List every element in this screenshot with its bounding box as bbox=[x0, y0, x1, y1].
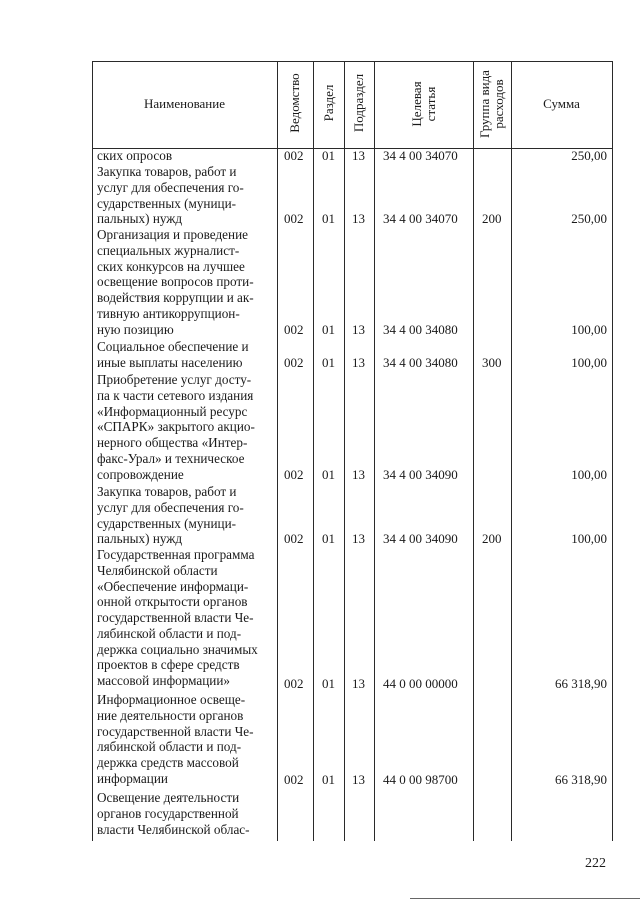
cell-target: 34 4 00 34090 bbox=[383, 467, 458, 482]
cell-sum: 250,00 bbox=[571, 148, 607, 163]
cell-group: 300 bbox=[482, 355, 502, 370]
header-name: Наименование bbox=[144, 96, 225, 111]
cell-target: 34 4 00 34070 bbox=[383, 148, 458, 163]
cell-vedomstvo: 002 bbox=[284, 467, 304, 482]
cell-vedomstvo: 002 bbox=[284, 676, 304, 691]
cell-sum: 100,00 bbox=[571, 322, 607, 337]
cell-sum: 66 318,90 bbox=[555, 676, 607, 691]
cell-razdel: 01 bbox=[322, 322, 335, 337]
cell-vedomstvo: 002 bbox=[284, 772, 304, 787]
row-name: Закупка товаров, работ и услуг для обеспечения го- сударственных (муници- пальных) нужд bbox=[97, 164, 244, 227]
col-divider-razdel bbox=[313, 61, 314, 841]
col-divider-sum bbox=[511, 61, 512, 841]
cell-razdel: 01 bbox=[322, 211, 335, 226]
header-group: Группа вида расходов bbox=[477, 70, 506, 138]
cell-sum: 250,00 bbox=[571, 211, 607, 226]
cell-podrazdel: 13 bbox=[352, 467, 365, 482]
cell-target: 34 4 00 34070 bbox=[383, 211, 458, 226]
cell-group: 200 bbox=[482, 211, 502, 226]
row-name: Информационное освеще- ние деятельности органов государственной власти Че- лябинской области и под- держка средств массовой информации bbox=[97, 692, 254, 786]
cell-podrazdel: 13 bbox=[352, 322, 365, 337]
cell-vedomstvo: 002 bbox=[284, 211, 304, 226]
col-divider-target bbox=[374, 61, 375, 841]
table-top-border bbox=[92, 61, 612, 62]
col-divider-podrazdel bbox=[344, 61, 345, 841]
cell-vedomstvo: 002 bbox=[284, 355, 304, 370]
header-sum: Сумма bbox=[543, 96, 580, 111]
row-name: Организация и проведение специальных журналист- ских конкурсов на лучшее освещение вопросов проти- водействия коррупции и ак- тивную антикоррупцион- ную позицию bbox=[97, 227, 254, 337]
header-vedomstvo: Ведомство bbox=[287, 73, 302, 133]
cell-podrazdel: 13 bbox=[352, 676, 365, 691]
header-target: Целевая статья bbox=[409, 81, 438, 127]
table-right-border bbox=[612, 61, 613, 841]
row-name: Приобретение услуг досту- па к части сетевого издания «Информационный ресурс «СПАРК» закрытого акцио- нерного общества «Интер- факс-Урал» и техническое сопровождение bbox=[97, 372, 255, 482]
cell-vedomstvo: 002 bbox=[284, 531, 304, 546]
footer-rule bbox=[410, 898, 640, 899]
cell-target: 34 4 00 34090 bbox=[383, 531, 458, 546]
cell-target: 34 4 00 34080 bbox=[383, 322, 458, 337]
cell-podrazdel: 13 bbox=[352, 211, 365, 226]
col-divider-vedomstvo bbox=[277, 61, 278, 841]
header-podrazdel: Подраздел bbox=[351, 73, 366, 133]
cell-target: 44 0 00 98700 bbox=[383, 772, 458, 787]
cell-sum: 100,00 bbox=[571, 531, 607, 546]
cell-podrazdel: 13 bbox=[352, 531, 365, 546]
cell-sum: 100,00 bbox=[571, 467, 607, 482]
col-divider-group bbox=[473, 61, 474, 841]
cell-razdel: 01 bbox=[322, 772, 335, 787]
cell-sum: 66 318,90 bbox=[555, 772, 607, 787]
cell-vedomstvo: 002 bbox=[284, 148, 304, 163]
cell-razdel: 01 bbox=[322, 148, 335, 163]
cell-sum: 100,00 bbox=[571, 355, 607, 370]
cell-razdel: 01 bbox=[322, 355, 335, 370]
cell-razdel: 01 bbox=[322, 676, 335, 691]
row-name: Освещение деятельности органов государственной власти Челябинской облас- bbox=[97, 790, 250, 837]
cell-razdel: 01 bbox=[322, 531, 335, 546]
cell-target: 44 0 00 00000 bbox=[383, 676, 458, 691]
header-razdel: Раздел bbox=[321, 84, 336, 122]
row-name: Государственная программа Челябинской области «Обеспечение информаци- онной открытости органов государственной власти Че- лябинской области и под- держка социально значимых проектов в сфере средств массовой информации» bbox=[97, 547, 258, 688]
cell-podrazdel: 13 bbox=[352, 355, 365, 370]
cell-razdel: 01 bbox=[322, 467, 335, 482]
row-name: Социальное обеспечение и иные выплаты населению bbox=[97, 339, 249, 370]
cell-podrazdel: 13 bbox=[352, 772, 365, 787]
cell-podrazdel: 13 bbox=[352, 148, 365, 163]
cell-vedomstvo: 002 bbox=[284, 322, 304, 337]
row-name: Закупка товаров, работ и услуг для обеспечения го- сударственных (муници- пальных) нужд bbox=[97, 484, 244, 547]
cell-target: 34 4 00 34080 bbox=[383, 355, 458, 370]
page-number: 222 bbox=[585, 856, 606, 871]
row-name: ских опросов bbox=[97, 148, 173, 163]
table-left-border bbox=[92, 61, 93, 841]
cell-group: 200 bbox=[482, 531, 502, 546]
